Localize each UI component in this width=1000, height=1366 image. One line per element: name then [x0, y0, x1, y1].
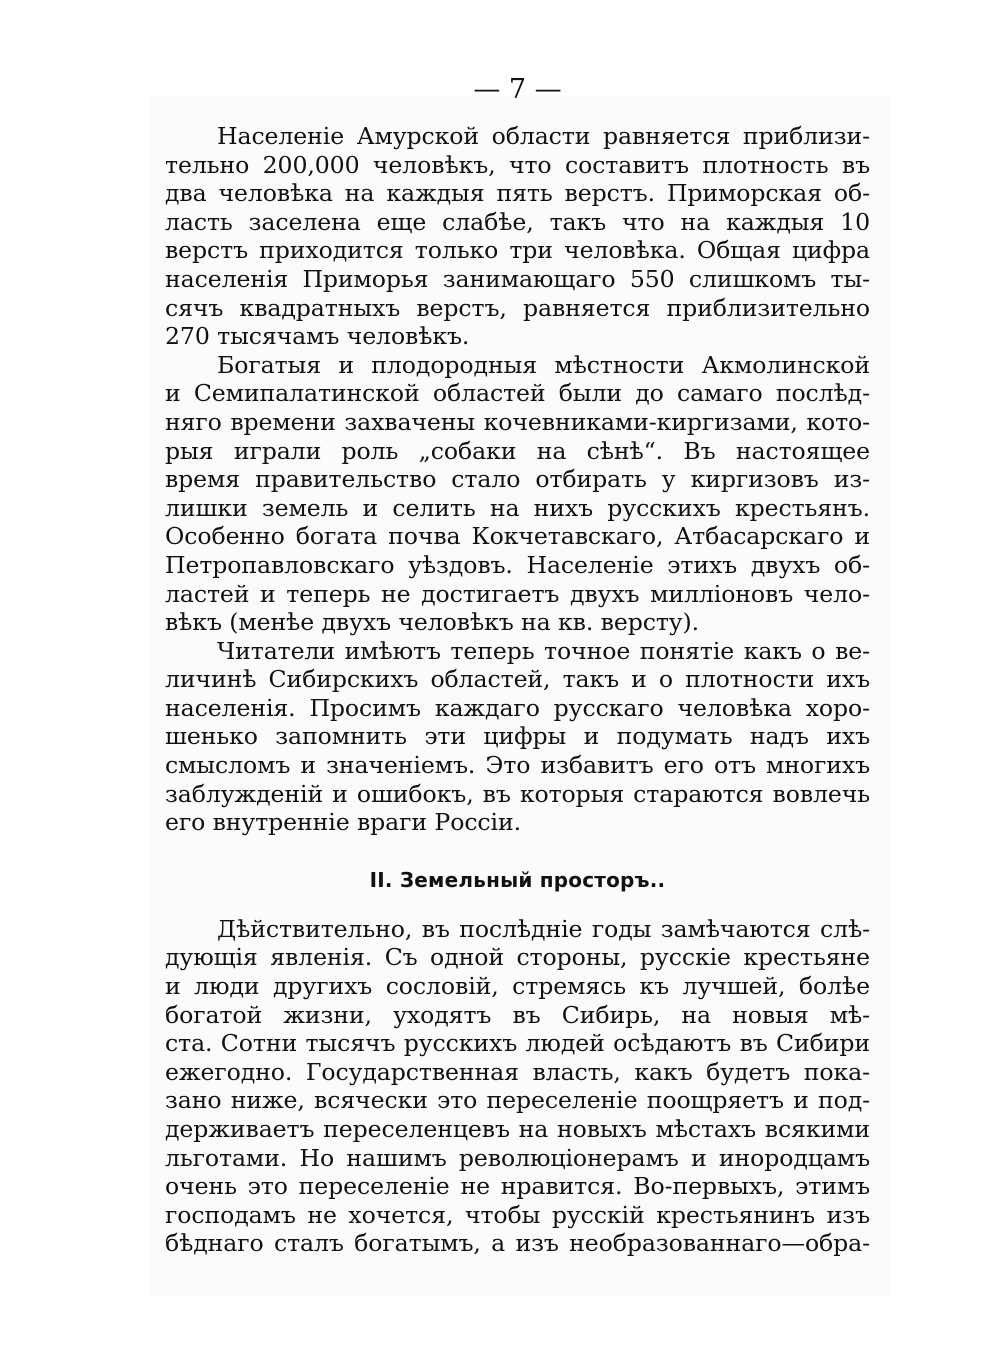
text-line: Читатели имѣютъ теперь точное понятiе какъ о ве- [217, 636, 870, 665]
text-line: шенько запомнить эти цифры и подумать надъ ихъ [165, 722, 870, 751]
text-line: Населенiе Амурской области равняется приблизи- [217, 122, 870, 150]
paragraph-akmolinsk-regions [165, 351, 870, 637]
text-line: его внутреннiе враги Россiи. [165, 808, 522, 837]
paragraph-readers-appeal [165, 637, 870, 837]
text-line: населенiя Приморья занимающаго 550 слишкомъ ты- [165, 264, 870, 293]
text-line: 270 тысячамъ человѣкъ. [165, 322, 470, 351]
text-line: заблужденiй и ошибокъ, въ которыя стараются вовлечь [165, 779, 870, 808]
page-number: — 7 — [473, 74, 562, 105]
text-line: время правительство стало отбирать у киргизовъ из- [165, 465, 870, 494]
text-line: бѣднаго сталъ богатымъ, а изъ необразованнаго—обра- [165, 1229, 870, 1258]
text-line: ста. Сотни тысячъ русскихъ людей осѣдаютъ въ Сибири [165, 1029, 870, 1058]
text-line: ластей и теперь не достигаетъ двухъ миллiоновъ чело- [165, 579, 870, 608]
text-line: Особенно богата почва Кокчетавскаго, Атбасарскаго и [165, 522, 870, 551]
text-line: личинѣ Сибирскихъ областей, такъ и о плотности ихъ [165, 665, 870, 694]
text-line: два человѣка на каждыя пять верстъ. Приморская об- [165, 179, 870, 208]
text-line: смысломъ и значенiемъ. Это избавитъ его отъ многихъ [165, 751, 870, 780]
book-page [165, 62, 870, 1302]
text-line: держиваетъ переселенцевъ на новыхъ мѣстахъ всякими [165, 1115, 870, 1143]
text-line: ласть заселена еще слабѣе, такъ что на каждыя 10 [165, 207, 870, 236]
text-line: вѣкъ (менѣе двухъ человѣкъ на кв. версту). [165, 608, 700, 637]
text-line: и Семипалатинской областей были до самаго послѣд- [165, 379, 870, 408]
text-line: няго времени захвачены кочевниками-киргизами, кото- [165, 407, 870, 436]
text-line: Богатыя и плодородныя мѣстности Акмолинской [217, 350, 870, 379]
text-line: Дѣйствительно, въ послѣднiе годы замѣчаются слѣ- [217, 914, 870, 943]
text-line: льготами. Но нашимъ революцiонерамъ и инородцамъ [165, 1143, 870, 1172]
text-line: ежегодно. Государственная власть, какъ будетъ пока- [165, 1057, 870, 1086]
text-line: верстъ приходится только три человѣка. Общая цифра [165, 236, 870, 265]
text-line: Петропавловскаго уѣздовъ. Населенiе этихъ двухъ об- [165, 550, 870, 579]
section-heading: II. Земельный просторъ.. [369, 867, 666, 892]
paragraph-amur-population [165, 122, 870, 351]
text-line: тельно 200,000 человѣкъ, что составитъ плотность въ [165, 150, 870, 179]
text-line: очень это переселенiе не нравится. Во-первыхъ, этимъ [165, 1172, 870, 1201]
text-line: и люди другихъ сословiй, стремясь къ лучшей, болѣе [165, 972, 870, 1001]
text-line: населенiя. Просимъ каждаго русскаго человѣка хоро- [165, 693, 870, 722]
text-line: богатой жизни, уходятъ въ Сибирь, на новыя мѣ- [165, 1000, 870, 1029]
text-line: зано ниже, всячески это переселенiе поощряетъ и под- [165, 1086, 870, 1115]
text-line: господамъ не хочется, чтобы русскiй крестьянинъ изъ [165, 1200, 870, 1229]
text-line: лишки земель и селить на нихъ русскихъ крестьянъ. [165, 493, 870, 522]
text-line: рыя играли роль „собаки на сѣнѣ“. Въ настоящее [165, 436, 870, 465]
text-line: дующiя явленiя. Съ одной стороны, русскiе крестьяне [165, 943, 870, 972]
paragraph-resettlement [165, 915, 870, 1258]
text-line: сячъ квадратныхъ верстъ, равняется приблизительно [165, 293, 870, 322]
